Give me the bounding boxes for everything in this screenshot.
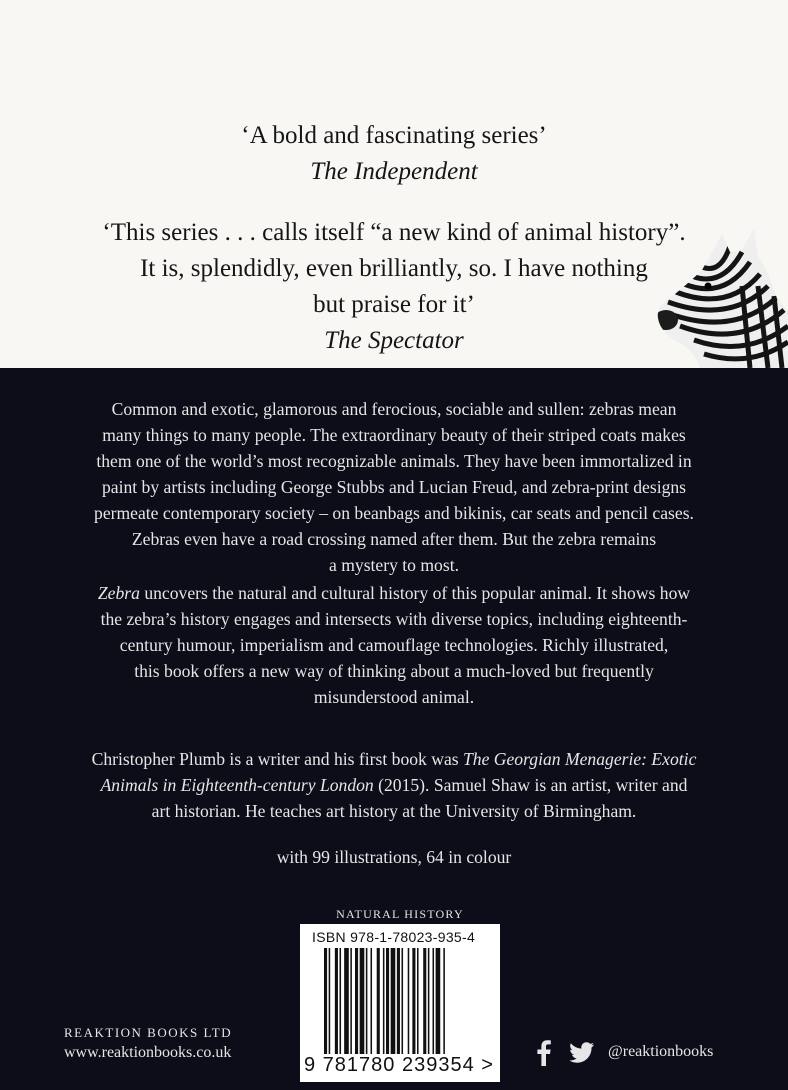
- bio-book-title: The Georgian Menagerie: Exotic: [463, 749, 697, 769]
- quote-line: It is, splendidly, even brilliantly, so. I have nothing: [140, 255, 648, 282]
- zebra-head-image: [650, 226, 788, 368]
- blurb-line: the zebra’s history engages and intersects with diverse topics, including eighteenth-: [100, 609, 688, 629]
- blurb-line: permeate contemporary society – on beanbags and bikinis, car seats and pencil cases.: [94, 503, 694, 523]
- publisher-name: REAKTION BOOKS LTD: [64, 1025, 233, 1040]
- blurb-line: this book offers a new way of thinking about a much-loved but frequently: [134, 661, 654, 681]
- barcode-bar: [366, 948, 368, 1054]
- barcode-bar: [371, 948, 373, 1054]
- social-links: [530, 1038, 713, 1066]
- barcode-bar: [350, 948, 352, 1054]
- isbn-label: ISBN 978-1-78023-935-4: [312, 929, 476, 945]
- barcode-bar: [423, 948, 426, 1054]
- twitter-icon[interactable]: [568, 1038, 596, 1066]
- blurb-line: paint by artists including George Stubbs and Lucian Freud, and zebra-print designs: [101, 477, 687, 497]
- quote-text: ‘A bold and fascinating series’: [241, 122, 547, 149]
- barcode-bars: [324, 948, 476, 1054]
- barcode-bar: [436, 948, 441, 1054]
- publisher-website[interactable]: www.reaktionbooks.co.uk: [64, 1044, 232, 1061]
- isbn-digits: 9 781780 239354 >: [304, 1054, 494, 1076]
- illustrations-note: with 99 illustrations, 64 in colour: [276, 847, 512, 867]
- bio-text: Christopher Plumb is a writer and his first book was: [91, 749, 463, 769]
- isbn-barcode: [300, 924, 500, 1082]
- blurb-line: Zebras even have a road crossing named after them. But the zebra remains: [131, 529, 657, 549]
- barcode-bar: [386, 948, 389, 1054]
- barcode-bar: [402, 948, 404, 1054]
- barcode-bar: [408, 948, 410, 1054]
- quote-source: The Independent: [310, 158, 478, 185]
- barcode-bar: [324, 948, 327, 1054]
- blurb-paragraph-1: [40, 396, 748, 578]
- barcode-bar: [355, 948, 358, 1054]
- barcode-bar: [340, 948, 342, 1054]
- barcode-bar: [344, 948, 349, 1054]
- review-quote-independent: [0, 118, 788, 190]
- blurb-paragraph-2: [40, 580, 748, 710]
- blurb-line: many things to many people. The extraordinary beauty of their striped coats makes: [102, 425, 686, 445]
- barcode-bar: [383, 948, 385, 1054]
- author-bio: [40, 746, 748, 824]
- quote-source: The Spectator: [324, 327, 464, 354]
- barcode-bar: [417, 948, 419, 1054]
- blurb-line: a mystery to most.: [329, 555, 459, 575]
- category-label: NATURAL HISTORY: [336, 907, 464, 921]
- barcode-bar: [412, 948, 415, 1054]
- facebook-icon[interactable]: [530, 1038, 558, 1066]
- bio-line: [40, 746, 748, 772]
- book-title: Zebra: [97, 583, 140, 603]
- bio-line: [40, 772, 748, 798]
- blurb-line: them one of the world’s most recognizable animals. They have been immortalized in: [96, 451, 692, 471]
- blurb-line: misunderstood animal.: [313, 687, 475, 707]
- barcode-bar: [377, 948, 380, 1054]
- quote-line: but praise for it’: [313, 291, 475, 318]
- quote-line: ‘This series . . . calls itself “a new kind of animal history”.: [102, 219, 686, 246]
- blurb-text: uncovers the natural and cultural history of this popular animal. It shows how: [139, 583, 691, 603]
- barcode-bar: [391, 948, 396, 1054]
- bio-text: (2015). Samuel Shaw is an artist, writer and: [373, 775, 688, 795]
- blurb-line: [40, 580, 748, 606]
- barcode-bar: [443, 948, 445, 1054]
- barcode-bar: [433, 948, 435, 1054]
- barcode-bar: [329, 948, 331, 1054]
- bio-line: art historian. He teaches art history at the University of Birmingham.: [151, 801, 637, 821]
- bio-book-title: Animals in Eighteenth-century London: [100, 775, 374, 795]
- barcode-bar: [397, 948, 400, 1054]
- barcode-bar: [360, 948, 365, 1054]
- social-handle[interactable]: @reaktionbooks: [608, 1043, 714, 1060]
- barcode-bar: [428, 948, 430, 1054]
- blurb-line: Common and exotic, glamorous and ferocious, sociable and sullen: zebras mean: [111, 399, 677, 419]
- barcode-bar: [335, 948, 338, 1054]
- blurb-line: century humour, imperialism and camouflage technologies. Richly illustrated,: [119, 635, 669, 655]
